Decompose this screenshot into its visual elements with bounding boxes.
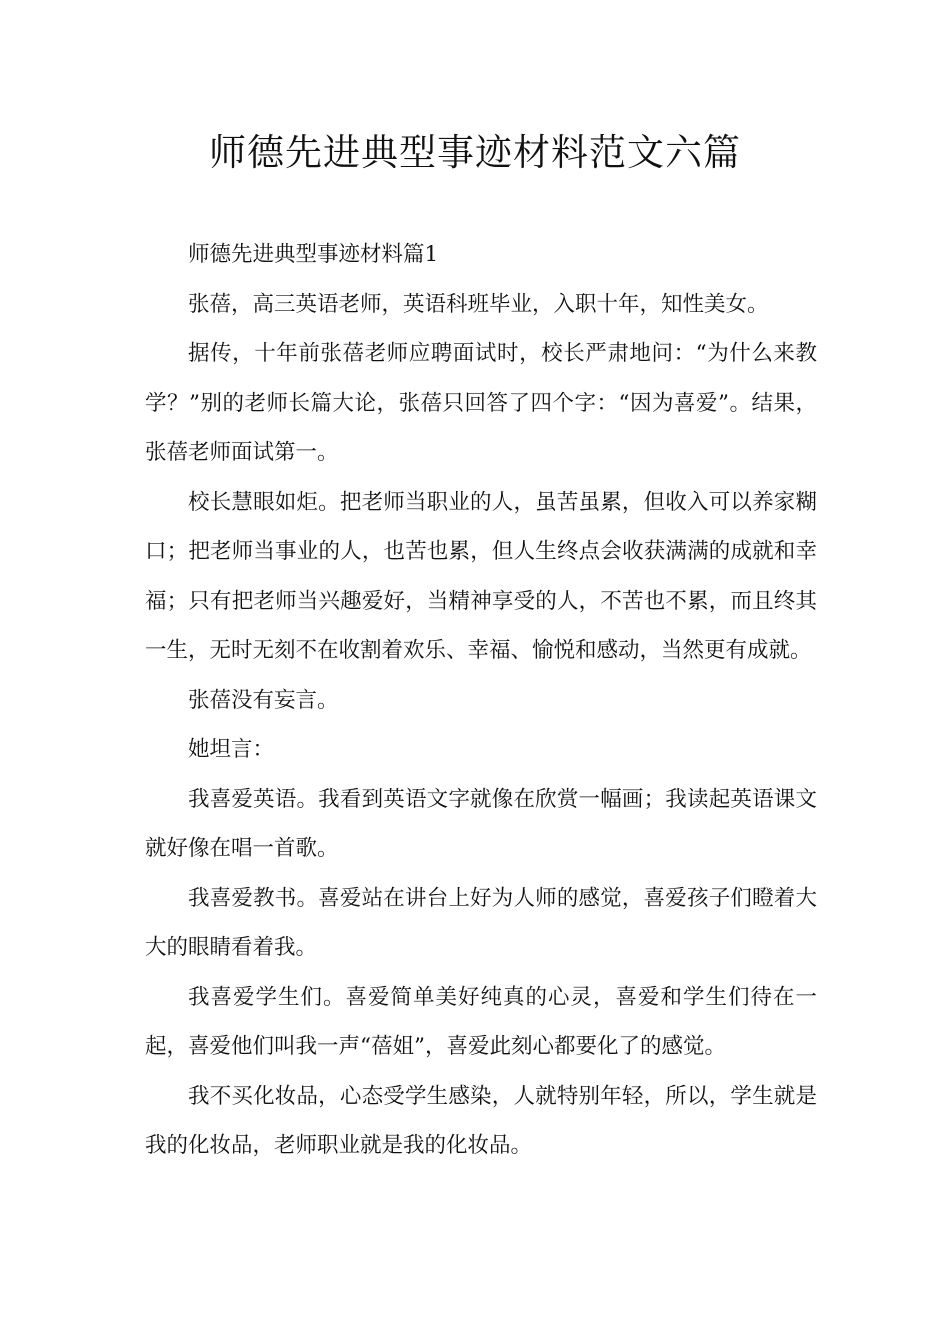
paragraph: 据传，十年前张蓓老师应聘面试时，校长严肃地问：“为什么来教学？”别的老师长篇大论，张蓓只回答了四个字：“因为喜爱”。结果，张蓓老师面试第一。 — [145, 341, 817, 465]
paragraph: 我喜爱教书。喜爱站在讲台上好为人师的感觉，喜爱孩子们瞪着大大的眼睛看着我。 — [145, 885, 817, 960]
section-heading: 师德先进典型事迹材料篇1 — [188, 242, 439, 267]
paragraph: 她坦言： — [188, 737, 275, 762]
paragraph: 张蓓，高三英语老师，英语科班毕业，入职十年，知性美女。 — [188, 291, 769, 317]
document-title: 师德先进典型事迹材料范文六篇 — [209, 131, 741, 174]
paragraph: 我喜爱英语。我看到英语文字就像在欣赏一幅画；我读起英语课文就好像在唱一首歌。 — [145, 786, 817, 861]
paragraph: 校长慧眼如炬。把老师当职业的人，虽苦虽累，但收入可以养家糊口；把老师当事业的人，也苦也累，但人生终点会收获满满的成就和幸福；只有把老师当兴趣爱好，当精神享受的人，不苦也不累，而且终其一生，无时无刻不在收割着欢乐、幸福、愉悦和感动，当然更有成就。 — [145, 489, 817, 663]
paragraph: 我不买化妆品，心态受学生感染，人就特别年轻，所以，学生就是我的化妆品，老师职业就是我的化妆品。 — [145, 1083, 817, 1158]
document-body — [145, 230, 817, 1171]
paragraph: 我喜爱学生们。喜爱简单美好纯真的心灵，喜爱和学生们待在一起，喜爱他们叫我一声“蓓姐”，喜爱此刻心都要化了的感觉。 — [145, 984, 817, 1059]
paragraph: 张蓓没有妄言。 — [188, 687, 339, 713]
